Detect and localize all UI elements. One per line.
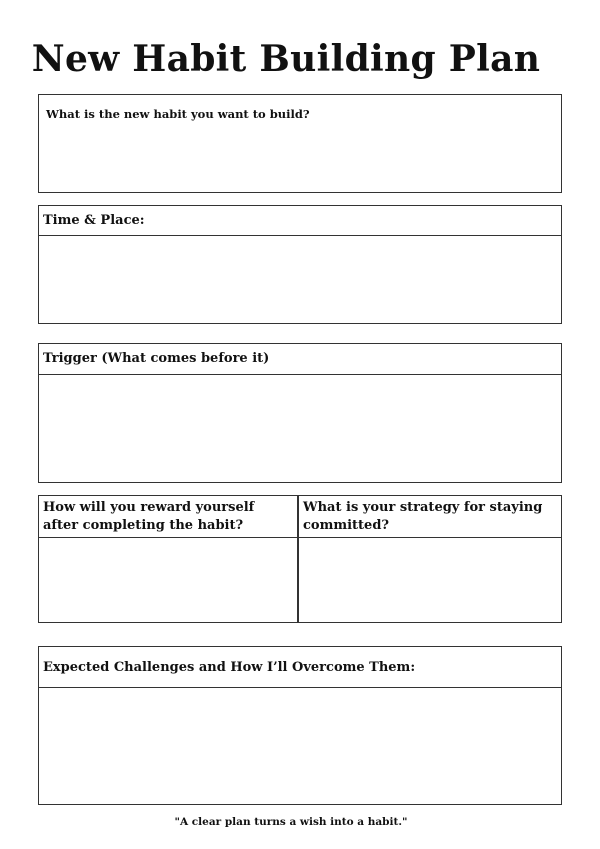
page-title: New Habit Building Plan [31, 38, 541, 80]
reward-column [39, 496, 299, 622]
reward-strategy-box [38, 495, 562, 623]
challenges-field[interactable] [39, 688, 561, 804]
reward-header: How will you reward yourself after completing the habit? [39, 496, 297, 538]
time-place-box [38, 205, 562, 324]
footer-quote: "A clear plan turns a wish into a habit." [174, 816, 408, 828]
trigger-box [38, 343, 562, 483]
trigger-field[interactable] [39, 375, 561, 483]
strategy-column [299, 496, 561, 622]
habit-box[interactable] [38, 94, 562, 193]
challenges-header: Expected Challenges and How I’ll Overcome Them: [39, 647, 561, 688]
time-place-field[interactable] [39, 236, 561, 324]
reward-field[interactable] [39, 538, 297, 622]
strategy-field[interactable] [299, 538, 561, 622]
habit-label: What is the new habit you want to build? [46, 107, 310, 121]
challenges-box [38, 646, 562, 805]
trigger-header: Trigger (What comes before it) [39, 344, 561, 375]
time-place-header: Time & Place: [39, 206, 561, 236]
strategy-header: What is your strategy for staying committed? [299, 496, 561, 538]
